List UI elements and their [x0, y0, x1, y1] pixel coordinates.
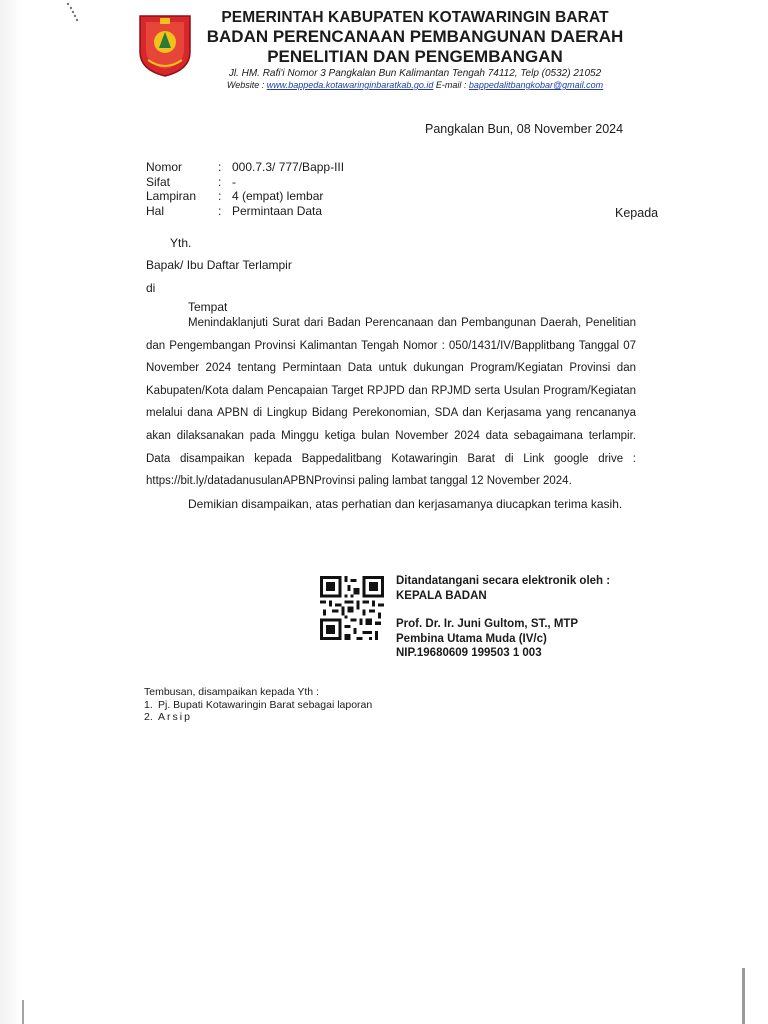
recipient: Bapak/ Ibu Daftar Terlampir: [146, 258, 292, 272]
meta-label: Hal: [146, 203, 165, 218]
kepada-label: Kepada: [615, 206, 659, 220]
list-item-text: Arsip: [158, 711, 192, 723]
list-item: 2. Arsip: [144, 711, 192, 723]
list-item-text: Pj. Bupati Kotawaringin Barat sebagai laporan: [158, 698, 373, 711]
tembusan-heading: Tembusan, disampaikan kepada Yth :: [144, 686, 319, 698]
scan-mark-icon: [40, 0, 80, 24]
yth-label: Yth.: [170, 236, 192, 250]
letter-meta: [146, 160, 344, 218]
meta-row: Sifat : -: [146, 174, 236, 189]
scan-edge-right: [742, 968, 745, 1024]
website-link[interactable]: www.bappeda.kotawaringinbaratkab.go.id: [266, 80, 434, 90]
meta-label: Lampiran: [146, 189, 197, 203]
letterhead-contact: [190, 80, 640, 91]
email-link[interactable]: bappedalitbangkobar@gmail.com: [468, 80, 604, 90]
signer-nip: NIP.19680609 199503 1 003: [396, 647, 542, 659]
meta-value: -: [232, 174, 236, 189]
email-label: E-mail :: [435, 80, 467, 90]
qr-code-icon: [320, 576, 384, 640]
place-date: Pangkalan Bun, 08 November 2024: [425, 122, 624, 136]
website-label: Website :: [226, 80, 265, 90]
letterhead-agency: BADAN PERENCANAAN PEMBANGUNAN DAERAH: [206, 27, 624, 46]
meta-label: Nomor: [146, 160, 183, 174]
regency-logo-icon: [138, 12, 192, 78]
meta-value: 000.7.3/ 777/Bapp-III: [232, 160, 345, 174]
letterhead-government: PEMERINTAH KABUPATEN KOTAWARINGIN BARAT: [221, 9, 609, 26]
signer-position: KEPALA BADAN: [396, 589, 487, 602]
meta-row: Hal : Permintaan Data: [146, 203, 323, 218]
scan-edge-bottom: [22, 1000, 24, 1024]
di-label: di: [146, 281, 156, 295]
signature-block: [396, 574, 610, 661]
meta-value: Permintaan Data: [232, 203, 323, 218]
signer-rank: Pembina Utama Muda (IV/c): [396, 632, 547, 645]
letterhead-address: Jl. HM. Rafi'i Nomor 3 Pangkalan Bun Kalimantan Tengah 74112, Telp (0532) 21052: [228, 68, 602, 79]
tempat-label: Tempat: [188, 300, 228, 314]
meta-value: 4 (empat) lembar: [232, 189, 324, 203]
letterhead: [190, 8, 640, 91]
scan-edge: [0, 0, 22, 1024]
letterhead-division: PENELITIAN DAN PENGEMBANGAN: [267, 47, 563, 66]
tembusan: [144, 686, 372, 724]
meta-label: Sifat: [146, 174, 171, 189]
e-signed-note: Ditandatangani secara elektronik oleh :: [396, 575, 611, 587]
meta-row: Lampiran : 4 (empat) lembar: [146, 189, 324, 203]
signer-name: Prof. Dr. Ir. Juni Gultom, ST., MTP: [396, 618, 579, 630]
letter-body: Menindaklanjuti Surat dari Badan Perencanaan dan Pembangunan Daerah, Penelitian dan Pengembangan Provinsi Kalimantan Tengah Nomor : 050/1431/IV/Bapplitbang Tanggal 07 November 2024 tentang Permintaan Data untuk dukungan Program/Kegiatan Provinsi dan Kabupaten/Kota dalam Pencapaian Target RPJPD dan RPJMD serta Usulan Program/Kegiatan melalui dana APBN di Lingkup Bidang Perekonomian, SDA dan Kerjasama yang rencananya akan dilaksanakan pada Minggu ketiga bulan November 2024 data sebagaimana terlampir. Data disampaikan kepada Bappedalitbang Kotawaringin Barat di Link google drive : https://bit.ly/datadanusulanAPBNProvinsi paling lambat tanggal 12 November 2024.: [146, 317, 636, 488]
closing-sentence: Demikian disampaikan, atas perhatian dan kerjasamanya diucapkan terima kasih.: [188, 497, 623, 511]
meta-row: Nomor : 000.7.3/ 777/Bapp-III: [146, 160, 345, 174]
list-item: 1. Pj. Bupati Kotawaringin Barat sebagai laporan: [144, 698, 373, 711]
